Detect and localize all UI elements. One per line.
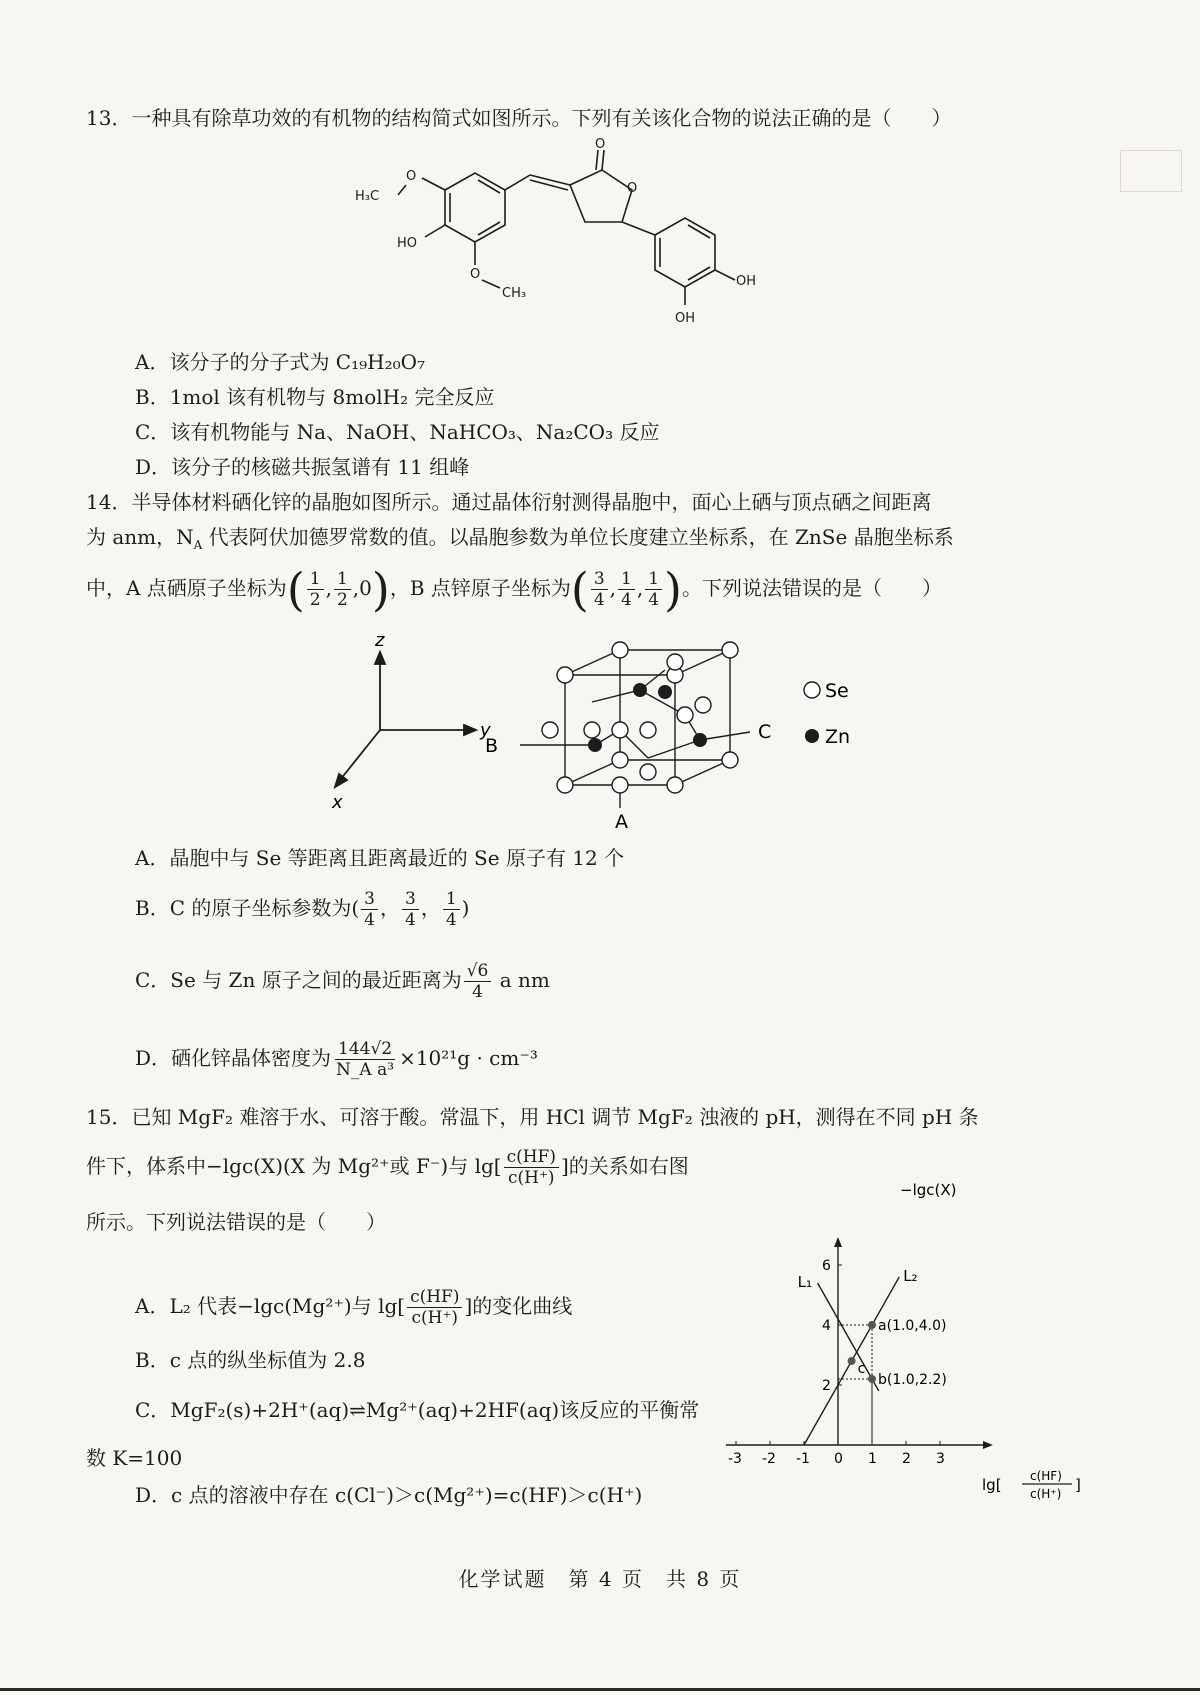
chart-series-line-1 xyxy=(818,1283,879,1391)
chart-x-tick-label: -3 xyxy=(728,1451,742,1467)
q15-option-c-cont: 数 K=100 xyxy=(86,1446,183,1470)
chart-x-tick-label: 2 xyxy=(902,1451,911,1467)
label-ch3: CH₃ xyxy=(502,286,527,301)
chart-point-label-2: c xyxy=(857,1361,866,1377)
legend-se-label: Se xyxy=(825,680,849,702)
chart-x-tick-label: 0 xyxy=(834,1451,843,1467)
chart-point-1 xyxy=(868,1375,876,1383)
chart-y-arrow xyxy=(834,1237,842,1247)
label-h3c: H₃C xyxy=(355,189,380,204)
point-a-label: A xyxy=(615,811,628,833)
q15-option-a: A．L₂ 代表−lgc(Mg²⁺)与 lg[ $\frac{c(HF)}{c(H^+)}$ ]的变化曲线 xyxy=(135,1287,573,1328)
legend-zn-label: Zn xyxy=(825,726,851,748)
lactone-ring xyxy=(570,170,632,222)
q15-chart xyxy=(728,1175,1090,1515)
chart-x-tick-label: -2 xyxy=(762,1451,776,1467)
chart-xlabel-pre: lg[ xyxy=(982,1476,1002,1494)
point-c-label: C xyxy=(758,721,772,743)
chart-point-0 xyxy=(868,1321,876,1329)
q13-option-d: D．该分子的核磁共振氢谱有 11 组峰 xyxy=(135,455,470,479)
q14-unit-cell xyxy=(485,630,900,833)
label-carbonyl-o: O xyxy=(595,137,606,152)
q13-stem: 13．一种具有除草功效的有机物的结构简式如图所示。下列有关该化合物的说法正确的是（ ） xyxy=(86,106,952,130)
chart-xlabel-post: ] xyxy=(1075,1476,1081,1494)
benzene-ring-left xyxy=(445,173,505,242)
q14-stem-line2: 为 anm，$N_A$ 代表阿伏加德罗常数的值。以晶胞参数为单位长度建立坐标系，在 ZnSe 晶胞坐标系 xyxy=(86,525,954,552)
axis-x-label: x xyxy=(332,792,343,813)
q14-option-a: A．晶胞中与 Se 等距离且距离最近的 Se 原子有 12 个 xyxy=(135,846,625,870)
axis-y-label: y xyxy=(480,720,491,741)
label-ho: HO xyxy=(397,236,418,251)
label-o1: O xyxy=(406,169,417,184)
chart-xlabel-num: c(HF) xyxy=(1030,1469,1062,1483)
chart-y-tick-label: 4 xyxy=(822,1318,831,1334)
label-o2: O xyxy=(470,267,481,282)
chart-series-label-1: L₁ xyxy=(797,1273,812,1291)
chart-xlabel-den: c(H⁺) xyxy=(1030,1487,1062,1501)
q15-stem-line1: 15．已知 MgF₂ 难溶于水、可溶于酸。常温下，用 HCl 调节 MgF₂ 浊液的 pH，测得在不同 pH 条 xyxy=(86,1105,979,1129)
q14-axes xyxy=(320,630,500,813)
chart-point-2 xyxy=(848,1357,856,1365)
q15-stem-line2: 件下，体系中−lgc(X)(X 为 Mg²⁺或 F⁻)与 lg[ $\frac{c(HF)}{c(H^+)}$ ]的关系如右图 xyxy=(86,1147,689,1188)
legend-zn-marker xyxy=(805,729,819,743)
q15-option-d: D．c 点的溶液中存在 c(Cl⁻)＞c(Mg²⁺)=c(HF)＞c(H⁺) xyxy=(135,1483,643,1507)
chart-ylabel: −lgc(X) xyxy=(900,1181,957,1199)
bleed-through xyxy=(1120,150,1182,192)
page-footer: 化学试题 第 4 页 共 8 页 xyxy=(458,1567,742,1591)
bottom-rule xyxy=(0,1688,1200,1691)
q14-option-d: D．硒化锌晶体密度为 $\frac{144√2}{\text{N\_A a³}}$ ×10²¹g · cm⁻³ xyxy=(135,1039,538,1080)
chart-y-tick-label: 2 xyxy=(822,1378,831,1394)
chart-series-label-2: L₂ xyxy=(903,1267,918,1285)
chart-x-arrow xyxy=(983,1441,993,1449)
q15-option-c: C．MgF₂(s)+2H⁺(aq)⇌Mg²⁺(aq)+2HF(aq)该反应的平衡常 xyxy=(135,1398,700,1422)
chart-point-label-1: b(1.0,2.2) xyxy=(878,1372,947,1388)
q14-stem-line3: 中，A 点硒原子坐标为( $\frac{1}{2}$ , $\frac{1}{2}$ ,0)，B 点锌原子坐标为( $\frac{3}{4}$ , $\frac{1}{4}$ , $\frac{1}{4}$ )。下列说法错误的是（ ） xyxy=(86,562,942,617)
q14-option-b: B．C 的原子坐标参数为( $\frac{3}{4}$ ， $\frac{3}{4}$ ， $\frac{1}{4}$ ) xyxy=(135,889,470,930)
q15-stem-line3: 所示。下列说法错误的是（ ） xyxy=(86,1210,386,1234)
chart-x-tick-label: 1 xyxy=(868,1451,877,1467)
q13-option-b: B．1mol 该有机物与 8molH₂ 完全反应 xyxy=(135,385,495,409)
q14-option-c: C．Se 与 Zn 原子之间的最近距离为 $\frac{√6}{4}$ a nm xyxy=(135,961,550,1002)
point-b-label: B xyxy=(485,735,499,757)
q13-option-c: C．该有机物能与 Na、NaOH、NaHCO₃、Na₂CO₃ 反应 xyxy=(135,420,660,444)
legend-se-marker xyxy=(804,682,820,698)
label-oh1: OH xyxy=(736,274,757,289)
benzene-ring-right xyxy=(655,218,715,287)
q13-structure xyxy=(355,137,890,340)
q14-stem-line1: 14．半导体材料硒化锌的晶胞如图所示。通过晶体衍射测得晶胞中，面心上硒与顶点硒之间距离 xyxy=(86,490,932,514)
chart-y-tick-label: 6 xyxy=(822,1258,831,1274)
q13-option-a: A．该分子的分子式为 C₁₉H₂₀O₇ xyxy=(135,350,426,374)
label-oh2: OH xyxy=(675,311,696,326)
chart-point-label-0: a(1.0,4.0) xyxy=(878,1318,947,1334)
axis-z-label: z xyxy=(375,630,385,651)
chart-x-tick-label: -1 xyxy=(796,1451,810,1467)
q15-option-b: B．c 点的纵坐标值为 2.8 xyxy=(135,1348,366,1372)
label-ring-o: O xyxy=(627,181,638,196)
chart-x-tick-label: 3 xyxy=(936,1451,945,1467)
